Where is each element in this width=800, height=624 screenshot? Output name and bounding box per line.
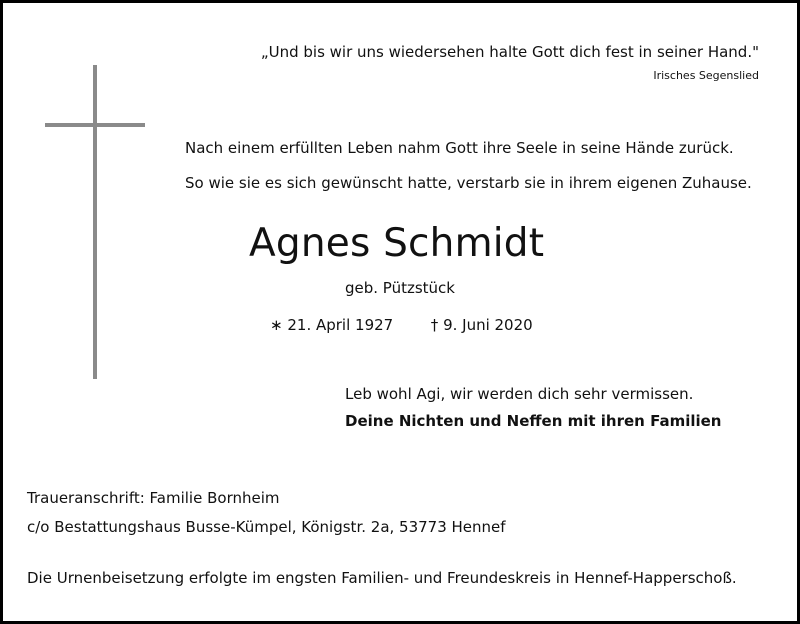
condolence-address-line-1: Traueranschrift: Familie Bornheim bbox=[27, 489, 280, 507]
quote-text: „Und bis wir uns wiedersehen halte Gott dich fest in seiner Hand." bbox=[260, 43, 759, 61]
intro-line-2: So wie sie es sich gewünscht hatte, verstarb sie in ihrem eigenen Zuhause. bbox=[185, 174, 752, 192]
condolence-address-line-2: c/o Bestattungshaus Busse-Kümpel, Königstr. 2a, 53773 Hennef bbox=[27, 518, 506, 536]
farewell-message: Leb wohl Agi, wir werden dich sehr vermissen. bbox=[345, 385, 694, 403]
deceased-name: Agnes Schmidt bbox=[249, 221, 545, 266]
cross-horizontal-bar bbox=[45, 123, 145, 127]
death-date: 9. Juni 2020 bbox=[443, 316, 533, 334]
birth-name: geb. Pützstück bbox=[345, 279, 455, 297]
birth-star-icon: ∗ bbox=[270, 316, 283, 334]
life-dates bbox=[270, 316, 533, 334]
death-cross-icon: † bbox=[430, 316, 439, 334]
quote-source: Irisches Segenslied bbox=[653, 69, 759, 82]
birth-date: 21. April 1927 bbox=[287, 316, 394, 334]
intro-line-1: Nach einem erfüllten Leben nahm Gott ihre Seele in seine Hände zurück. bbox=[185, 139, 734, 157]
mourners-signature: Deine Nichten und Neffen mit ihren Familien bbox=[345, 412, 722, 430]
cross-vertical-bar bbox=[93, 65, 97, 379]
burial-note: Die Urnenbeisetzung erfolgte im engsten Familien- und Freundeskreis in Hennef-Happerschoß. bbox=[27, 569, 737, 587]
